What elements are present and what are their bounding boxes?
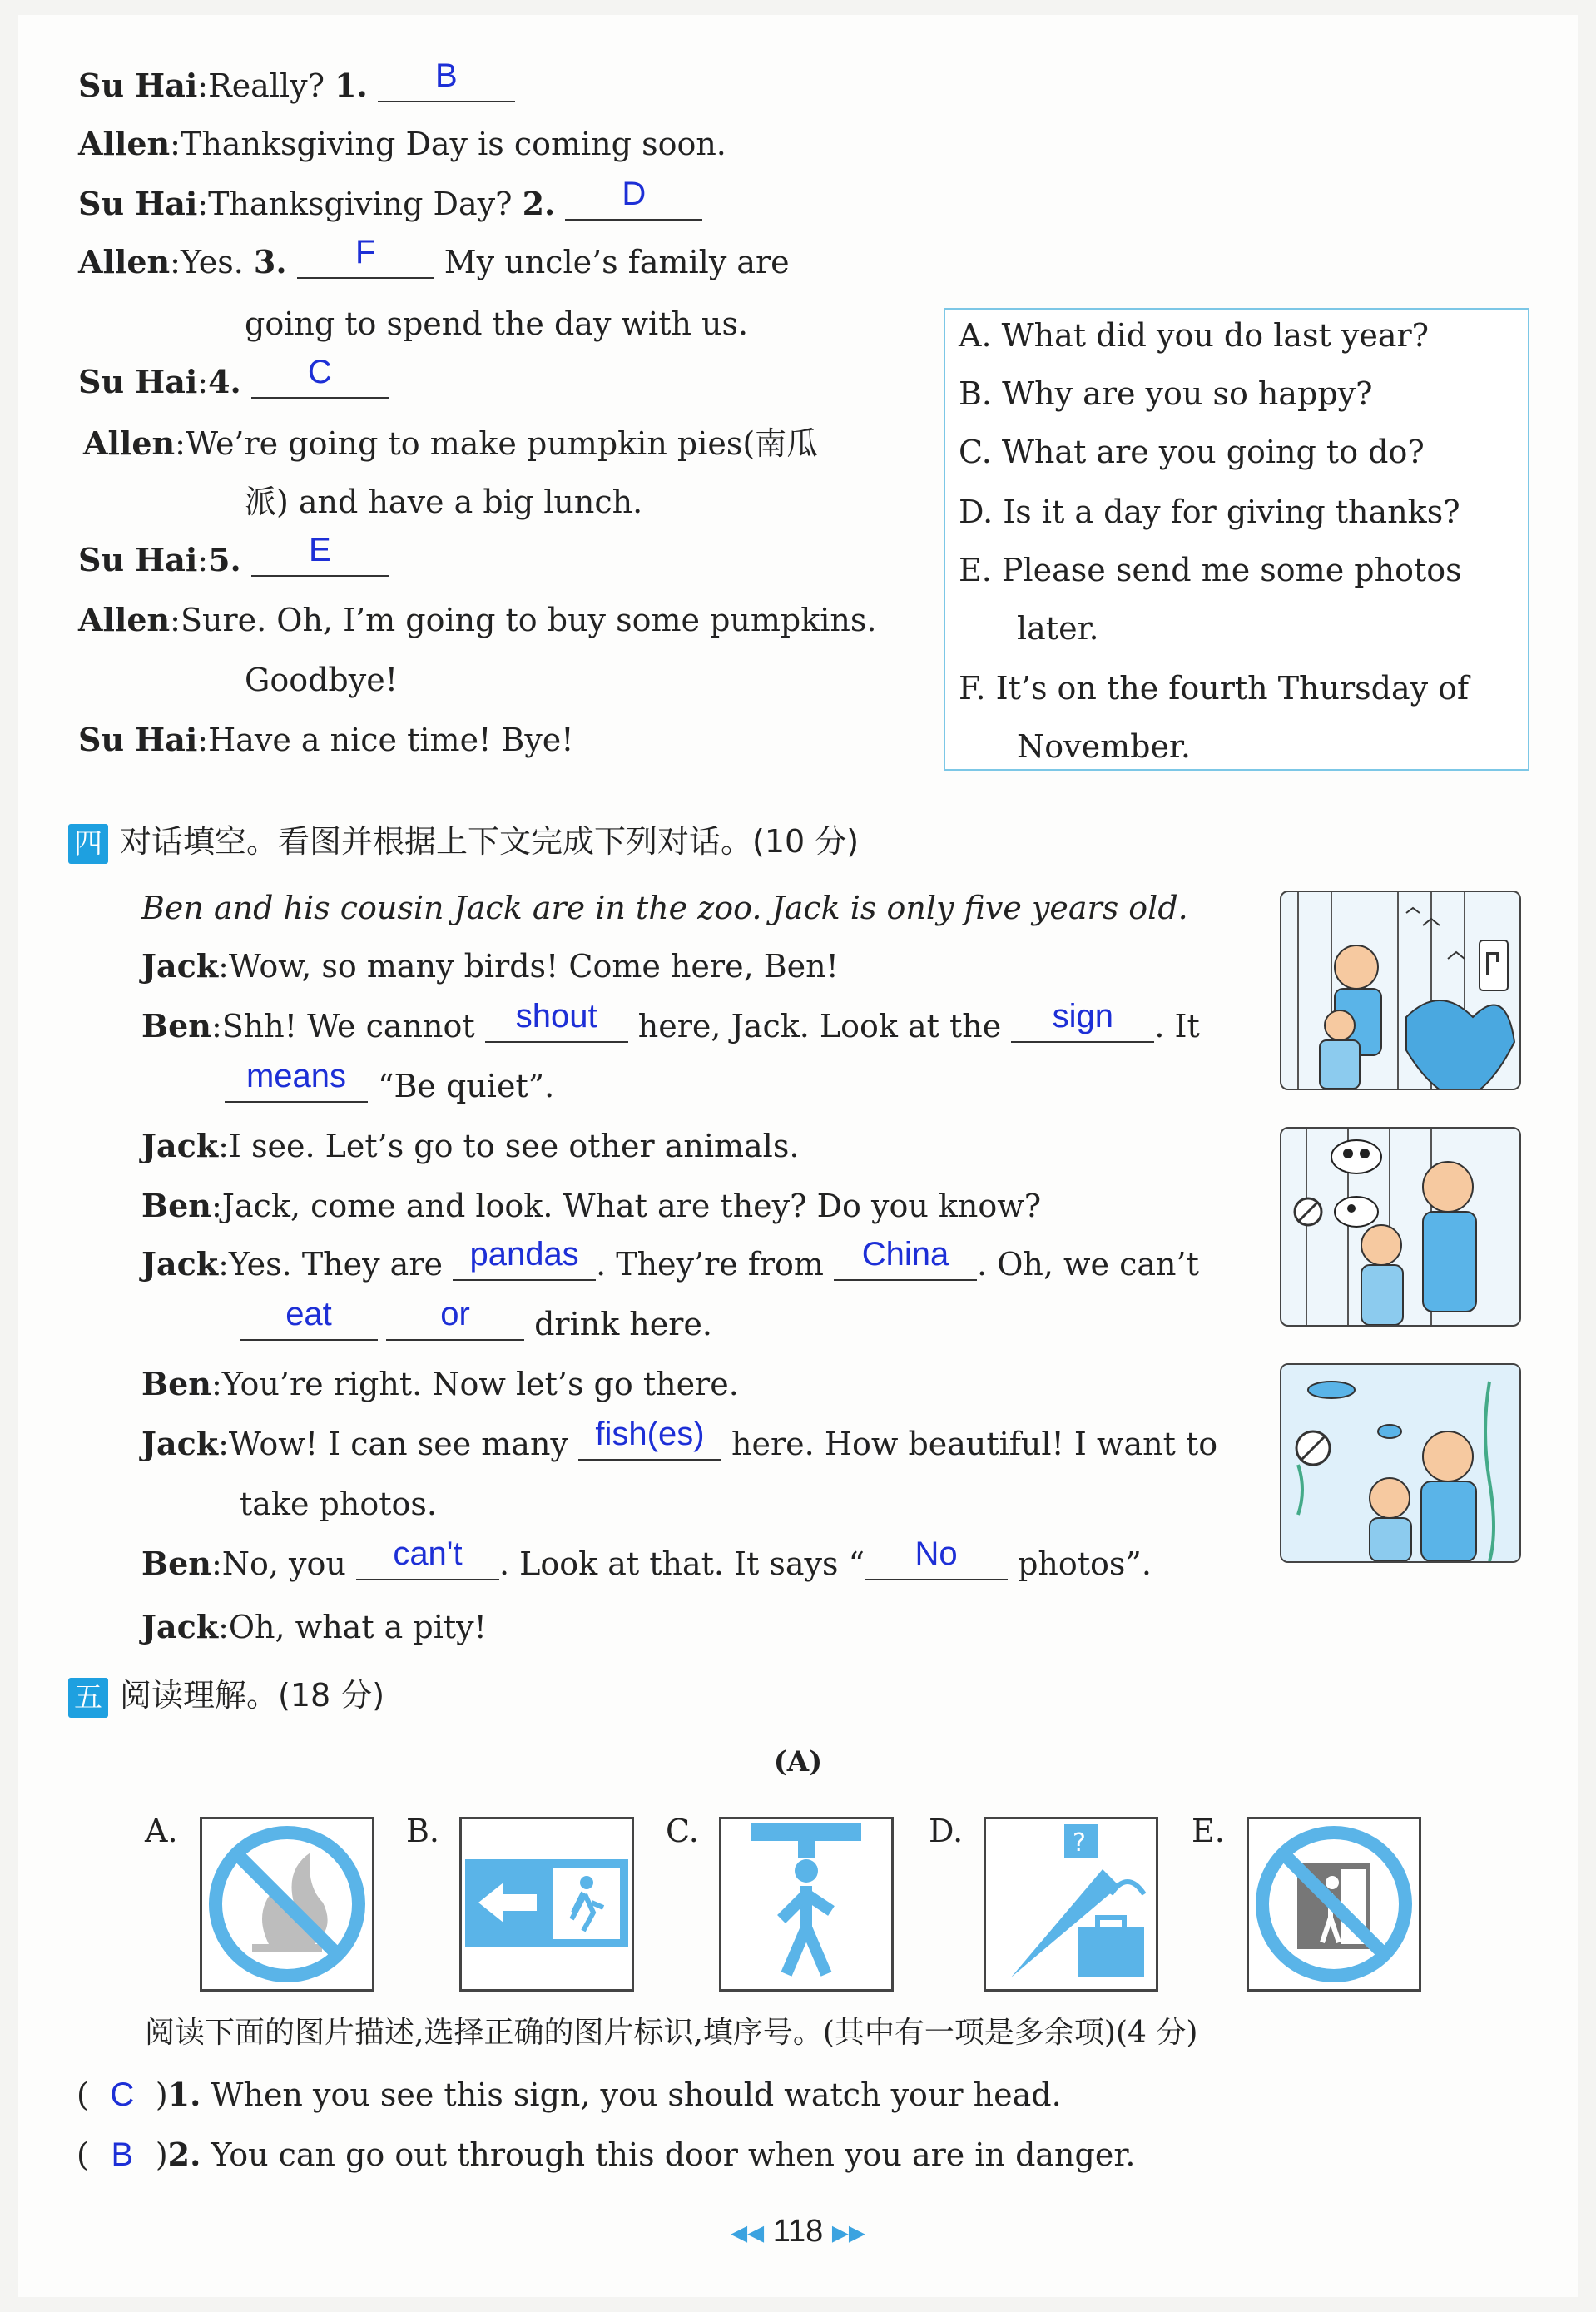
fish-tank-drawing — [1281, 1365, 1519, 1561]
blank-means[interactable]: means — [225, 1064, 368, 1103]
s4-line-j1: Jack:Wow, so many birds! Come here, Ben! — [141, 947, 839, 985]
worksheet-page — [18, 15, 1578, 2297]
lost-and-found-icon — [986, 1819, 1156, 1989]
s4-line-b2: Ben:Jack, come and look. What are they? Do you know? — [141, 1187, 1042, 1224]
s4-line-b4: Ben:No, you can't . Look at that. It says “ No photos”. — [141, 1536, 1152, 1582]
next-page-icon[interactable]: ▶▶ — [831, 2220, 865, 2245]
answer-blank-3[interactable]: F — [297, 241, 434, 279]
exit-sign — [459, 1817, 634, 1992]
panda-drawing — [1281, 1129, 1519, 1325]
section-4-intro: Ben and his cousin Jack are in the zoo. Jack is only five years old. — [141, 890, 1188, 926]
panda-illustration — [1280, 1127, 1521, 1327]
blank-eat[interactable]: eat — [240, 1302, 378, 1341]
section-4-badge: 四 — [68, 824, 108, 864]
dialogue-line-2: Allen:Thanksgiving Day is coming soon. — [78, 125, 726, 162]
section-5-badge: 五 — [68, 1678, 108, 1718]
watch-head-icon — [721, 1819, 891, 1989]
blank-or[interactable]: or — [386, 1302, 524, 1341]
answer-blank-2[interactable]: D — [565, 182, 702, 221]
dialogue-line-6-cont: 派) and have a big lunch. — [245, 484, 643, 520]
question-1-answer[interactable]: C — [110, 2076, 135, 2113]
dialogue-line-4: Allen:Yes. 3. F My uncle’s family are — [78, 234, 790, 280]
section-4-header — [68, 821, 859, 864]
sign-label-d: D. — [929, 1813, 964, 1849]
option-e-cont: later. — [1017, 610, 1099, 647]
s4-line-j4: Jack:Wow! I can see many fish(es) here. How beautiful! I want to — [141, 1416, 1218, 1462]
question-mark-glyph: ? — [1073, 1828, 1086, 1858]
options-box — [944, 308, 1529, 771]
sign-label-e: E. — [1192, 1813, 1225, 1849]
option-a: A. What did you do last year? — [959, 317, 1430, 354]
s4-line-b1: Ben:Shh! We cannot shout here, Jack. Look at the sign . It — [141, 998, 1200, 1044]
exit-icon — [462, 1819, 632, 1989]
option-f-cont: November. — [1017, 728, 1191, 765]
dialogue-line-8: Allen:Sure. Oh, I’m going to buy some pumpkins. — [78, 601, 877, 638]
no-fire-icon — [202, 1819, 372, 1989]
section-5-header — [68, 1674, 384, 1718]
watch-head-sign — [719, 1817, 894, 1992]
dialogue-line-7: Su Hai:5. E — [78, 539, 389, 582]
blank-china[interactable]: China — [834, 1243, 977, 1281]
prev-page-icon[interactable]: ◀◀ — [731, 2220, 765, 2245]
answer-blank-4[interactable]: C — [251, 360, 389, 399]
dialogue-line-4-cont: going to spend the day with us. — [245, 305, 749, 342]
blank-no[interactable]: No — [865, 1542, 1008, 1580]
s4-line-j3-cont: eat or drink here. — [240, 1303, 712, 1346]
sign-label-b: B. — [406, 1813, 440, 1849]
question-2: ( B )2. You can go out through this door when you are in danger. — [77, 2134, 1135, 2176]
section-5-instruction: 阅读下面的图片描述,选择正确的图片标识,填序号。(其中有一项是多余项)(4 分) — [145, 2016, 1198, 2050]
bird-cage-drawing — [1281, 892, 1519, 1089]
s4-line-j4-cont: take photos. — [240, 1486, 437, 1522]
option-c: C. What are you going to do? — [959, 434, 1425, 470]
sign-label-a: A. — [145, 1813, 178, 1849]
dialogue-line-5: Su Hai:4. C — [78, 361, 389, 404]
blank-pandas[interactable]: pandas — [453, 1243, 596, 1281]
sign-label-c: C. — [666, 1813, 699, 1849]
dialogue-line-6: Allen:We’re going to make pumpkin pies(南瓜 — [83, 424, 819, 462]
dialogue-line-3: Su Hai:Thanksgiving Day? 2. D — [78, 183, 702, 226]
s4-line-j2: Jack:I see. Let’s go to see other animals. — [141, 1127, 800, 1164]
option-b: B. Why are you so happy? — [959, 375, 1373, 412]
lost-and-found-sign — [984, 1817, 1158, 1992]
section-5-title: 阅读理解。(18 分) — [120, 1677, 385, 1714]
s4-line-b3: Ben:You’re right. Now let’s go there. — [141, 1365, 739, 1402]
blank-cant[interactable]: can't — [356, 1542, 499, 1580]
no-fire-sign — [200, 1817, 374, 1992]
s4-line-b1-cont: means “Be quiet”. — [225, 1065, 554, 1108]
no-entry-door-icon — [1249, 1819, 1419, 1989]
blank-sign[interactable]: sign — [1011, 1005, 1154, 1043]
fish-tank-illustration — [1280, 1363, 1521, 1563]
answer-blank-5[interactable]: E — [251, 538, 389, 577]
no-entry-door-sign — [1247, 1817, 1421, 1992]
bird-cage-illustration — [1280, 891, 1521, 1090]
s4-line-j5: Jack:Oh, what a pity! — [141, 1608, 487, 1645]
section-4-title: 对话填空。看图并根据上下文完成下列对话。(10 分) — [120, 823, 860, 860]
blank-shout[interactable]: shout — [485, 1005, 628, 1043]
question-2-answer[interactable]: B — [111, 2136, 134, 2173]
s4-line-j3: Jack:Yes. They are pandas . They’re from China . Oh, we can’t — [141, 1236, 1199, 1283]
dialogue-line-8-cont: Goodbye! — [245, 662, 398, 698]
option-f: F. It’s on the fourth Thursday of — [959, 670, 1470, 707]
blank-fish[interactable]: fish(es) — [578, 1422, 721, 1461]
question-1: ( C )1. When you see this sign, you should watch your head. — [77, 2074, 1062, 2116]
option-e: E. Please send me some photos — [959, 552, 1462, 588]
answer-blank-1[interactable]: B — [378, 64, 515, 102]
page-footer — [18, 2214, 1578, 2250]
option-d: D. Is it a day for giving thanks? — [959, 494, 1460, 530]
part-a-label: (A) — [773, 1745, 823, 1779]
dialogue-line-1: Su Hai:Really? 1. B — [78, 65, 515, 107]
page-number: 118 — [772, 2214, 824, 2249]
dialogue-line-9: Su Hai:Have a nice time! Bye! — [78, 721, 574, 758]
